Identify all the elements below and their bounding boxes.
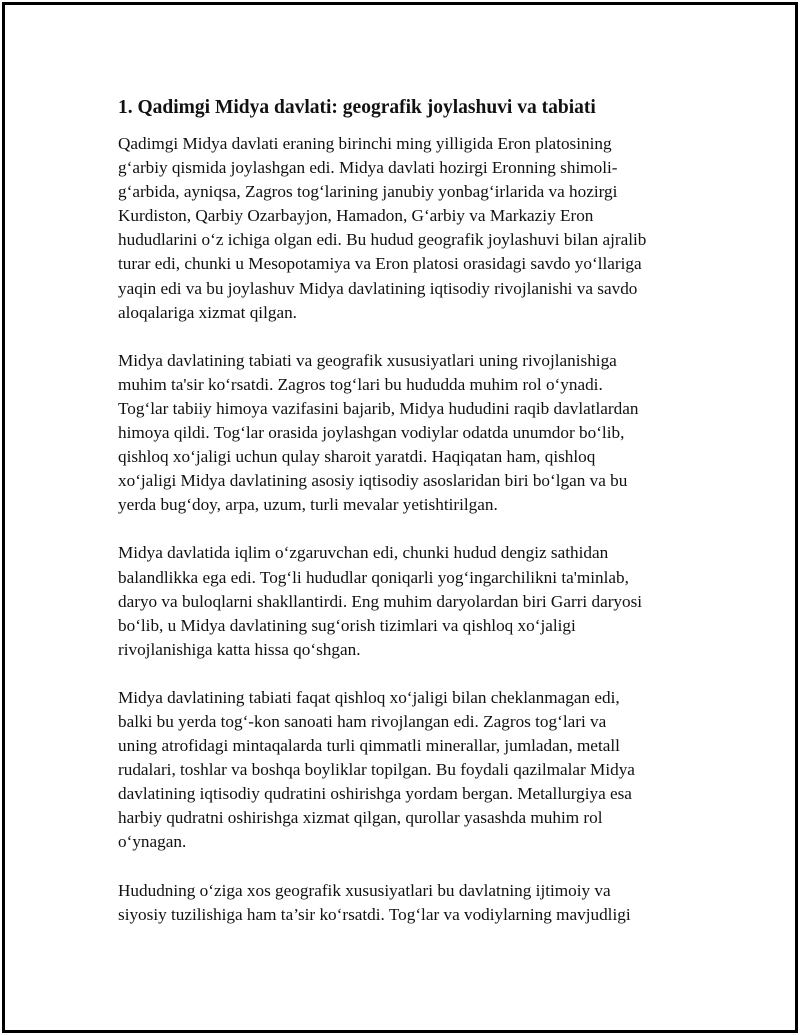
paragraph-4	[118, 686, 678, 855]
paragraph-3	[118, 541, 678, 661]
paragraph-line: davlatining iqtisodiy qudratini oshirishga yordam bergan. Metallurgiya esa	[118, 784, 632, 804]
paragraph-line: Kurdiston, Qarbiy Ozarbayjon, Hamadon, G‘arbiy va Markaziy Eron	[118, 206, 594, 226]
paragraph-line: qishloq xo‘jaligi uchun qulay sharoit yaratdi. Haqiqatan ham, qishloq	[118, 447, 596, 467]
paragraph-line: rudalari, toshlar va boshqa boyliklar topilgan. Bu foydali qazilmalar Midya	[118, 760, 635, 780]
section-title: 1. Qadimgi Midya davlati: geografik joylashuvi va tabiati	[118, 97, 596, 118]
paragraph-line: turar edi, chunki u Mesopotamiya va Eron platosi orasidagi savdo yo‘llariga	[118, 254, 642, 274]
paragraph-5	[118, 879, 678, 927]
paragraph-line: muhim ta'sir ko‘rsatdi. Zagros tog‘lari bu hududda muhim rol o‘ynadi.	[118, 374, 603, 394]
paragraph-line: Tog‘lar tabiiy himoya vazifasini bajarib, Midya hududini raqib davlatlardan	[118, 398, 639, 418]
paragraph-line: siyosiy tuzilishiga ham ta’sir ko‘rsatdi. Tog‘lar va vodiylarning mavjudligi	[118, 904, 631, 924]
paragraph-line: hududlarini o‘z ichiga olgan edi. Bu hudud geografik joylashuvi bilan ajralib	[118, 230, 647, 250]
paragraph-line: Midya davlatining tabiati va geografik xususiyatlari uning rivojlanishiga	[118, 350, 617, 370]
paragraph-line: Midya davlatining tabiati faqat qishloq xo‘jaligi bilan cheklanmagan edi,	[118, 687, 620, 707]
paragraph-1	[118, 132, 678, 325]
paragraph-line: uning atrofidagi mintaqalarda turli qimmatli minerallar, jumladan, metall	[118, 736, 620, 756]
paragraph-line: yerda bug‘doy, arpa, uzum, turli mevalar yetishtirilgan.	[118, 495, 498, 515]
paragraph-line: o‘ynagan.	[118, 832, 187, 852]
paragraph-line: daryo va buloqlarni shakllantirdi. Eng muhim daryolardan biri Garri daryosi	[118, 591, 643, 611]
paragraph-line: yaqin edi va bu joylashuv Midya davlatining iqtisodiy rivojlanishi va savdo	[118, 278, 638, 298]
paragraph-line: Hududning o‘ziga xos geografik xususiyatlari bu davlatning ijtimoiy va	[118, 880, 611, 900]
paragraph-line: harbiy qudratni oshirishga xizmat qilgan, qurollar yasashda muhim rol	[118, 808, 603, 828]
document-body	[118, 94, 678, 951]
paragraph-line: xo‘jaligi Midya davlatining asosiy iqtisodiy asoslaridan biri bo‘lgan va bu	[118, 471, 628, 491]
paragraph-line: g‘arbida, ayniqsa, Zagros tog‘larining janubiy yonbag‘irlarida va hozirgi	[118, 182, 618, 202]
paragraph-line: Qadimgi Midya davlati eraning birinchi ming yilligida Eron platosining	[118, 134, 612, 153]
paragraph-line: rivojlanishiga katta hissa qo‘shgan.	[118, 639, 361, 659]
paragraph-2	[118, 349, 678, 518]
paragraph-line: bo‘lib, u Midya davlatining sug‘orish tizimlari va qishloq xo‘jaligi	[118, 615, 576, 635]
paragraph-line: balandlikka ega edi. Tog‘li hududlar qoniqarli yog‘ingarchilikni ta'minlab,	[118, 567, 629, 587]
paragraph-line: g‘arbiy qismida joylashgan edi. Midya davlati hozirgi Eronning shimoli-	[118, 158, 618, 178]
paragraph-line: himoya qildi. Tog‘lar orasida joylashgan vodiylar odatda unumdor bo‘lib,	[118, 423, 625, 443]
paragraph-line: balki bu yerda tog‘-kon sanoati ham rivojlangan edi. Zagros tog‘lari va	[118, 711, 607, 731]
paragraph-line: Midya davlatida iqlim o‘zgaruvchan edi, chunki hudud dengiz sathidan	[118, 543, 609, 563]
paragraph-line: aloqalariga xizmat qilgan.	[118, 302, 297, 322]
